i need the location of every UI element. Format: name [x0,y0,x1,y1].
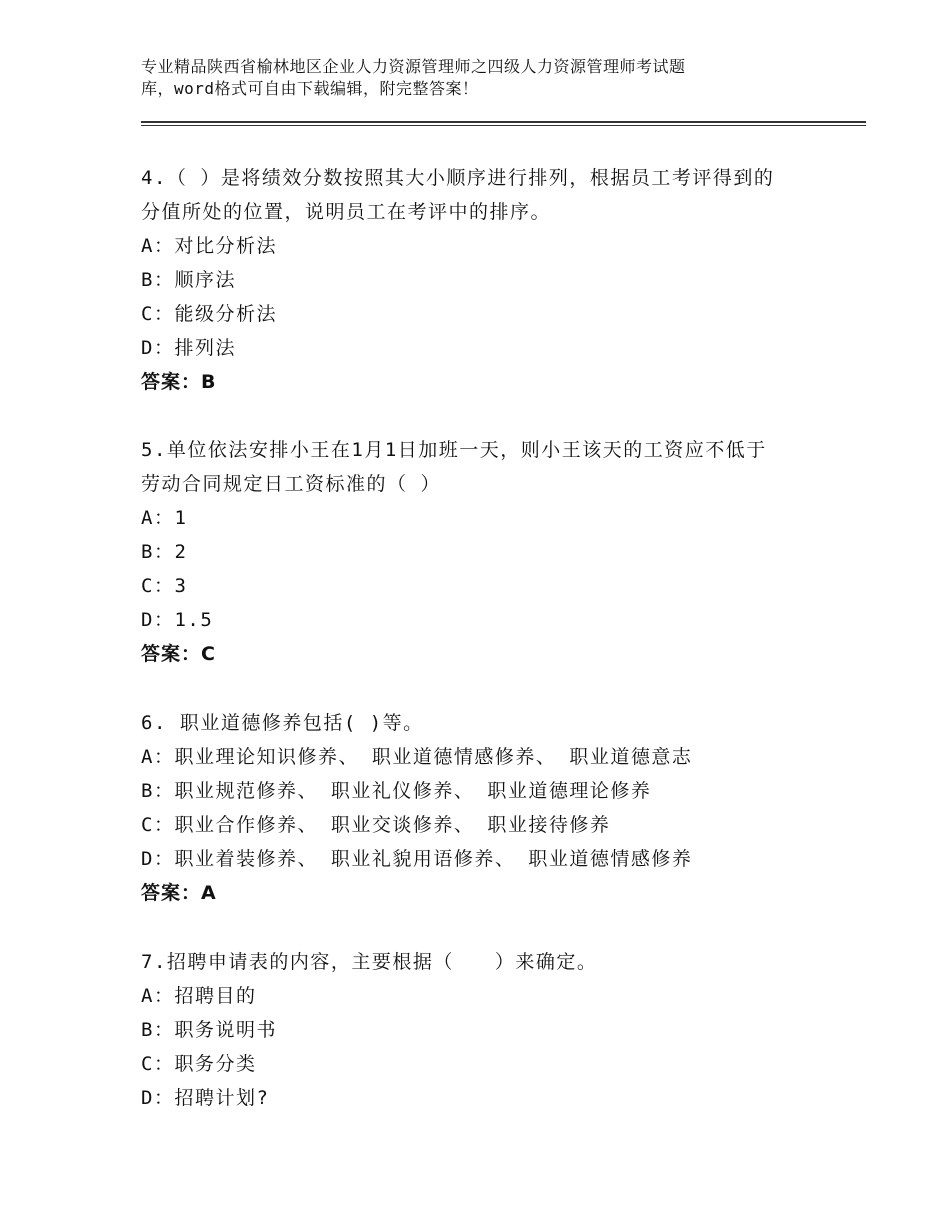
question-4 [141,161,841,399]
option-c: C：职业合作修养、 职业交谈修养、 职业接待修养 [141,814,611,836]
header-line-1: 专业精品陕西省榆林地区企业人力资源管理师之四级人力资源管理师考试题 [141,57,686,76]
option-d: D：1.5 [141,609,214,631]
question-stem-line: 7.招聘申请表的内容，主要根据（ ）来确定。 [141,951,598,973]
option-c: C：能级分析法 [141,303,277,325]
option-a: A：1 [141,507,188,529]
option-d: D：职业着装修养、 职业礼貌用语修养、 职业道德情感修养 [141,848,693,870]
option-b: B：职业规范修养、 职业礼仪修养、 职业道德理论修养 [141,780,652,802]
option-b: B：职务说明书 [141,1019,277,1041]
option-d: D：招聘计划? [141,1087,270,1109]
question-stem-line: 4.（ ）是将绩效分数按照其大小顺序进行排列，根据员工考评得到的 [141,167,775,189]
option-d: D：排列法 [141,337,236,359]
header-line-2: 库，word格式可自由下载编辑，附完整答案！ [141,79,479,98]
header-divider-thick [141,121,866,123]
question-stem-line: 6. 职业道德修养包括( )等。 [141,712,424,734]
question-5 [141,433,841,671]
option-c: C：职务分类 [141,1053,257,1075]
question-stem-line: 劳动合同规定日工资标准的（ ） [141,473,441,495]
option-b: B：顺序法 [141,269,236,291]
question-stem-line: 5.单位依法安排小王在1月1日加班一天，则小王该天的工资应不低于 [141,439,767,461]
option-a: A：招聘目的 [141,985,257,1007]
option-a: A：对比分析法 [141,235,277,257]
header-divider-thin [141,125,866,126]
document-header [141,56,841,100]
question-stem-line: 分值所处的位置，说明员工在考评中的排序。 [141,201,552,223]
option-a: A：职业理论知识修养、 职业道德情感修养、 职业道德意志 [141,746,693,768]
answer-label: 答案：B [141,371,217,393]
option-b: B：2 [141,541,188,563]
option-c: C：3 [141,575,188,597]
question-6 [141,706,841,910]
question-7 [141,945,841,1115]
answer-label: 答案：A [141,882,217,904]
answer-label: 答案：C [141,643,216,665]
